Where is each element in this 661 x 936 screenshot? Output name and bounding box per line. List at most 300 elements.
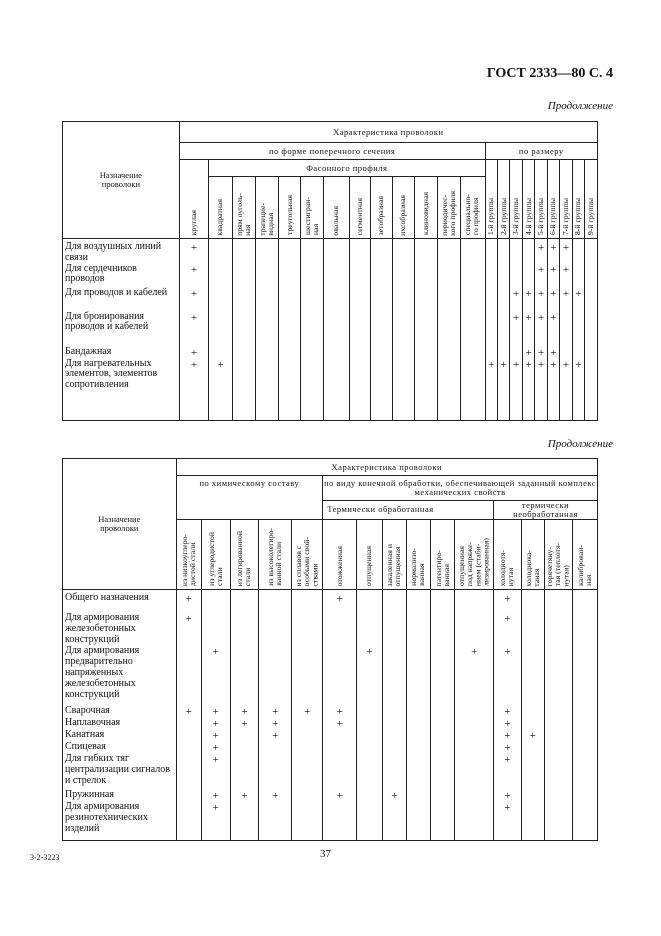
t2-cell — [292, 730, 323, 742]
t1-cell — [255, 359, 279, 421]
t1-cell — [323, 288, 349, 312]
t1-cell — [232, 359, 255, 421]
t1-cell: + — [179, 359, 208, 421]
t1-group-cross-section: по форме поперечного сечения — [179, 143, 485, 160]
t1-row-purpose: Бандажная — [63, 347, 180, 359]
t1-cell — [585, 347, 598, 359]
t1-cell: + — [547, 264, 559, 288]
t2-cell — [259, 589, 292, 613]
t2-cell — [382, 742, 406, 754]
t1-group-size: по размеру — [485, 143, 597, 160]
t2-cell — [292, 742, 323, 754]
t1-cell: + — [179, 239, 208, 264]
t1-col-11 — [437, 177, 460, 239]
t2-row — [63, 646, 598, 706]
t1-cell — [437, 312, 460, 347]
t1-cell: + — [179, 264, 208, 288]
t2-cell — [292, 718, 323, 730]
t2-cell — [176, 646, 201, 706]
t1-cell — [323, 312, 349, 347]
t2-cell — [406, 718, 430, 730]
t1-cell — [349, 239, 371, 264]
t2-cell — [544, 589, 573, 613]
t1-cell — [460, 347, 485, 359]
t2-cell — [292, 790, 323, 802]
t2-cell — [455, 730, 494, 742]
t2-cell: + — [259, 718, 292, 730]
t2-cell — [382, 589, 406, 613]
t2-cell — [544, 706, 573, 718]
t2-cell: + — [176, 613, 201, 646]
t2-subgroup-noheat: термически необработанная — [494, 501, 598, 520]
t1-col-21-label: 9-й группы — [585, 198, 595, 236]
t2-cell — [573, 706, 598, 718]
t1-cell — [460, 312, 485, 347]
t2-cell — [406, 589, 430, 613]
t2-cell — [382, 646, 406, 706]
t2-cell: + — [259, 706, 292, 718]
t1-cell — [300, 312, 323, 347]
t1-cell — [392, 239, 415, 264]
t2-row-purpose: Для гибких тяг централизации сигналов и стрелок — [63, 754, 177, 790]
t2-row — [63, 589, 598, 613]
t1-col-6 — [323, 177, 349, 239]
t1-cell — [323, 359, 349, 421]
t1-cell — [209, 239, 233, 264]
t2-cell: + — [201, 730, 230, 742]
t2-cell — [357, 718, 382, 730]
t2-cell — [259, 802, 292, 840]
t1-cell — [392, 312, 415, 347]
t1-cell — [572, 312, 584, 347]
t2-cell — [230, 754, 259, 790]
t2-cell — [544, 754, 573, 790]
t1-col-2 — [232, 177, 255, 239]
t1-cell — [392, 347, 415, 359]
t2-cell — [357, 706, 382, 718]
t1-col-17 — [535, 160, 547, 239]
t2-cell — [521, 589, 544, 613]
t2-cell — [382, 730, 406, 742]
t2-cell — [573, 589, 598, 613]
t2-cell — [406, 802, 430, 840]
t1-cell — [572, 347, 584, 359]
t2-cell — [201, 613, 230, 646]
t1-cell: + — [522, 288, 534, 312]
document-header-title: ГОСТ 2333—80 С. 4 — [486, 66, 613, 81]
t1-col-3-label: трапецие- видная — [257, 202, 275, 236]
t2-cell: + — [176, 706, 201, 718]
t1-cell: + — [560, 239, 572, 264]
t2-cell — [431, 790, 455, 802]
t2-cell — [573, 742, 598, 754]
t2-cell — [382, 613, 406, 646]
t2-cell — [544, 730, 573, 742]
t1-cell: + — [510, 312, 522, 347]
t1-col-round — [179, 160, 208, 239]
t1-cell — [522, 239, 534, 264]
t2-cell — [573, 718, 598, 730]
t2-col-12-label: холоднока- таная — [523, 549, 541, 587]
t1-col-3 — [255, 177, 279, 239]
t2-col-4 — [292, 519, 323, 589]
t2-cell: + — [494, 613, 522, 646]
t2-header-row-1 — [63, 459, 598, 476]
t1-cell — [300, 239, 323, 264]
t2-row-purpose: Наплавочная — [63, 718, 177, 730]
t1-cell — [349, 264, 371, 288]
t1-col-8 — [371, 177, 393, 239]
t1-cell — [371, 239, 393, 264]
t2-cell — [323, 646, 357, 706]
t1-cell — [300, 288, 323, 312]
t2-row-purpose: Для армирования предварительно напряженных железобетонных конструкций — [63, 646, 177, 706]
t1-cell — [300, 347, 323, 359]
t2-cell — [406, 742, 430, 754]
t1-cell — [485, 239, 497, 264]
t1-row-purpose: Для нагревательных элементов, элементов сопротивления — [63, 359, 180, 421]
t1-col-13 — [485, 160, 497, 239]
t1-cell: + — [497, 359, 509, 421]
t2-cell: + — [494, 730, 522, 742]
t1-cell — [560, 347, 572, 359]
t2-cell: + — [201, 802, 230, 840]
t1-cell — [349, 312, 371, 347]
t1-cell: + — [547, 347, 559, 359]
t2-cell — [176, 730, 201, 742]
t1-cell — [232, 264, 255, 288]
t2-row — [63, 718, 598, 730]
t2-cell — [357, 754, 382, 790]
t1-cell — [585, 359, 598, 421]
t1-col-9-label: ихсобразная — [398, 194, 408, 236]
t1-row — [63, 288, 598, 312]
t1-cell — [323, 264, 349, 288]
t2-cell: + — [494, 754, 522, 790]
t1-cell — [460, 288, 485, 312]
t1-cell — [497, 239, 509, 264]
t1-cell — [300, 359, 323, 421]
t2-row — [63, 706, 598, 718]
t1-cell: + — [547, 359, 559, 421]
t1-cell: + — [535, 312, 547, 347]
t1-cell — [415, 347, 438, 359]
t2-group-treatment: по виду конечной обработки, обеспечивающей заданный комплекс механических свойств — [323, 476, 598, 501]
t2-cell — [382, 802, 406, 840]
t1-cell — [497, 347, 509, 359]
t1-col-1 — [209, 177, 233, 239]
t2-cell — [544, 613, 573, 646]
t1-cell — [585, 239, 598, 264]
t1-cell — [572, 264, 584, 288]
t2-cell: + — [357, 646, 382, 706]
t1-cell — [510, 347, 522, 359]
t2-cell — [573, 613, 598, 646]
t1-col-10 — [415, 177, 438, 239]
t1-col-14 — [497, 160, 509, 239]
t2-cell — [230, 802, 259, 840]
t2-cell — [406, 646, 430, 706]
t1-cell — [585, 312, 598, 347]
t1-row-purpose: Для бронирования проводов и кабелей — [63, 312, 180, 347]
t2-cell: + — [323, 706, 357, 718]
t1-cell — [209, 288, 233, 312]
t1-col-12 — [460, 177, 485, 239]
t2-cell: + — [494, 706, 522, 718]
t2-row-purpose: Для армирования железобетонных конструкций — [63, 613, 177, 646]
t1-cell — [371, 312, 393, 347]
t1-cell — [279, 239, 301, 264]
t1-cell — [209, 312, 233, 347]
t2-row — [63, 613, 598, 646]
t1-col-12-label: специально- го профиля — [463, 194, 481, 236]
t1-cell: + — [179, 347, 208, 359]
t1-cell: + — [485, 359, 497, 421]
t2-col-6 — [357, 519, 382, 589]
t2-cell — [521, 742, 544, 754]
t1-cell: + — [535, 264, 547, 288]
t1-cell: + — [572, 288, 584, 312]
t1-cell — [485, 288, 497, 312]
t2-cell: + — [494, 589, 522, 613]
t1-cell — [415, 288, 438, 312]
t1-cell — [497, 264, 509, 288]
t2-cell — [230, 589, 259, 613]
t1-cell: + — [522, 347, 534, 359]
t2-cell: + — [323, 589, 357, 613]
t1-col-21 — [585, 160, 598, 239]
t2-cell: + — [323, 790, 357, 802]
t1-cell: + — [535, 347, 547, 359]
t2-cell — [323, 802, 357, 840]
t2-cell — [455, 718, 494, 730]
t1-cell — [323, 347, 349, 359]
t2-cell — [382, 706, 406, 718]
t2-cell: + — [230, 790, 259, 802]
t2-cell — [230, 646, 259, 706]
t2-cell — [573, 790, 598, 802]
t2-cell: + — [259, 790, 292, 802]
t2-row-purpose: Спицевая — [63, 742, 177, 754]
t1-col-15 — [510, 160, 522, 239]
t1-col-6-label: овальная — [330, 205, 340, 236]
t2-col-10-label: отпущенная под напряже- нием (стаби- лизированная) — [456, 538, 491, 587]
t2-col-14 — [573, 519, 598, 589]
t2-cell — [292, 802, 323, 840]
t1-col-2-label: прям оуголь- ная — [234, 192, 252, 236]
t2-row — [63, 802, 598, 840]
t2-cell — [259, 613, 292, 646]
t2-col-9-label: патентиро- ванная — [433, 549, 451, 587]
t2-cell — [431, 706, 455, 718]
t1-cell — [371, 264, 393, 288]
t1-cell — [279, 312, 301, 347]
t1-cell — [232, 347, 255, 359]
wire-characteristics-table-2 — [62, 458, 598, 841]
t2-cell — [406, 790, 430, 802]
t1-cell — [497, 288, 509, 312]
t1-cell — [510, 239, 522, 264]
t1-cell — [392, 264, 415, 288]
t2-cell: + — [494, 718, 522, 730]
t2-cell — [431, 646, 455, 706]
t1-row — [63, 264, 598, 288]
t2-cell — [292, 646, 323, 706]
t1-cell — [279, 264, 301, 288]
t2-cell: + — [230, 718, 259, 730]
t2-cell: + — [201, 754, 230, 790]
t1-cell — [437, 239, 460, 264]
t2-col-0 — [176, 519, 201, 589]
t2-cell: + — [201, 646, 230, 706]
t1-cell — [255, 288, 279, 312]
t2-col-11 — [494, 519, 522, 589]
t1-cell — [349, 359, 371, 421]
t1-cell — [371, 359, 393, 421]
t1-col-18-label: 6-й группы — [548, 198, 558, 236]
t1-header-row-1 — [63, 122, 598, 143]
t2-cell: + — [292, 706, 323, 718]
t2-row-purpose: Пружинная — [63, 790, 177, 802]
t2-col-8 — [406, 519, 430, 589]
t2-col-13 — [544, 519, 573, 589]
t1-cell — [232, 288, 255, 312]
t1-cell — [209, 264, 233, 288]
t1-row — [63, 239, 598, 264]
t2-cell — [431, 802, 455, 840]
t1-cell — [437, 264, 460, 288]
t1-cell — [255, 312, 279, 347]
t2-cell — [431, 613, 455, 646]
t2-cell: + — [494, 790, 522, 802]
t2-col-4-label: из сплавов с особыми свой- ствами — [294, 536, 320, 587]
t2-cell — [323, 742, 357, 754]
t1-cell: + — [510, 359, 522, 421]
t2-col-12 — [521, 519, 544, 589]
t1-cell — [510, 264, 522, 288]
t1-cell: + — [522, 312, 534, 347]
t2-cell — [176, 742, 201, 754]
t1-cell — [497, 312, 509, 347]
t1-col-4 — [279, 177, 301, 239]
page-number: 37 — [320, 848, 331, 860]
t2-col-9 — [431, 519, 455, 589]
t1-cell: + — [535, 359, 547, 421]
t1-row — [63, 359, 598, 421]
t2-cell — [176, 754, 201, 790]
t1-col-4-label: треугольная — [284, 195, 294, 236]
t2-cell — [573, 730, 598, 742]
t2-cell — [544, 646, 573, 706]
t2-cell: + — [176, 589, 201, 613]
t2-cell — [176, 790, 201, 802]
t1-cell: + — [179, 288, 208, 312]
t2-cell: + — [382, 790, 406, 802]
t1-col-19 — [560, 160, 572, 239]
t2-row — [63, 742, 598, 754]
t1-cell — [255, 264, 279, 288]
t1-cell: + — [560, 264, 572, 288]
t1-col-10-label: клиновидная — [421, 192, 431, 236]
t1-col-11-label: периодичес- кого профиля — [439, 190, 457, 236]
t1-col-round-label: круглая — [188, 210, 198, 236]
wire-characteristics-table-1 — [62, 121, 598, 421]
t2-col-14-label: калиброван- ная — [576, 545, 594, 587]
t1-cell — [585, 264, 598, 288]
t2-row-purpose: Для армирования резинотехнических изделий — [63, 802, 177, 840]
t1-col-20-label: 8-й группы — [573, 198, 583, 236]
t1-cell — [460, 264, 485, 288]
t1-cell — [371, 288, 393, 312]
t2-cell — [455, 754, 494, 790]
t2-cell — [455, 742, 494, 754]
t2-row — [63, 754, 598, 790]
t2-cell — [455, 802, 494, 840]
t1-col-9 — [392, 177, 415, 239]
t2-cell — [292, 613, 323, 646]
t2-col-8-label: нормализо- ванная — [409, 548, 427, 587]
t1-cell — [437, 359, 460, 421]
t2-cell — [431, 718, 455, 730]
t2-col-1-label: из углеродистой стали — [206, 532, 224, 587]
t2-cell: + — [494, 646, 522, 706]
t1-cell: + — [560, 288, 572, 312]
t1-cell — [371, 347, 393, 359]
t2-cell — [357, 613, 382, 646]
t2-cell — [521, 646, 544, 706]
t1-cell — [522, 264, 534, 288]
t2-cell — [357, 589, 382, 613]
t2-cell — [521, 802, 544, 840]
t2-cell — [455, 589, 494, 613]
t1-cell — [485, 347, 497, 359]
t2-cell — [382, 718, 406, 730]
t1-col-7 — [349, 177, 371, 239]
t1-cell: + — [522, 359, 534, 421]
t1-cell: + — [572, 359, 584, 421]
t2-cell: + — [259, 730, 292, 742]
t1-purpose-header: Назначение проволоки — [63, 122, 180, 239]
t1-cell — [485, 264, 497, 288]
t1-col-15-label: 3-й группы — [511, 198, 521, 236]
t2-row — [63, 730, 598, 742]
t2-cell — [521, 706, 544, 718]
t2-cell — [292, 754, 323, 790]
t2-row — [63, 790, 598, 802]
t2-col-3 — [259, 519, 292, 589]
t1-col-7-label: сегментная — [354, 198, 364, 236]
t2-cell — [573, 802, 598, 840]
t2-col-7-label: закаленная и отпущенная — [385, 543, 403, 587]
t1-col-14-label: 2-й группы — [498, 198, 508, 236]
t2-cell: + — [455, 646, 494, 706]
t2-cell — [455, 706, 494, 718]
t2-cell — [323, 754, 357, 790]
t2-cell — [455, 790, 494, 802]
t2-cell — [573, 646, 598, 706]
t1-cell: + — [547, 239, 559, 264]
t1-col-8-label: зетобразная — [376, 196, 386, 236]
t1-cell: + — [547, 312, 559, 347]
t1-cell — [460, 359, 485, 421]
t2-cell — [521, 790, 544, 802]
t2-cell: + — [201, 706, 230, 718]
t2-cell — [544, 790, 573, 802]
t1-cell — [279, 347, 301, 359]
t1-cell — [485, 312, 497, 347]
t1-cell — [392, 288, 415, 312]
continuation-label-1: Продолжение — [547, 100, 613, 112]
